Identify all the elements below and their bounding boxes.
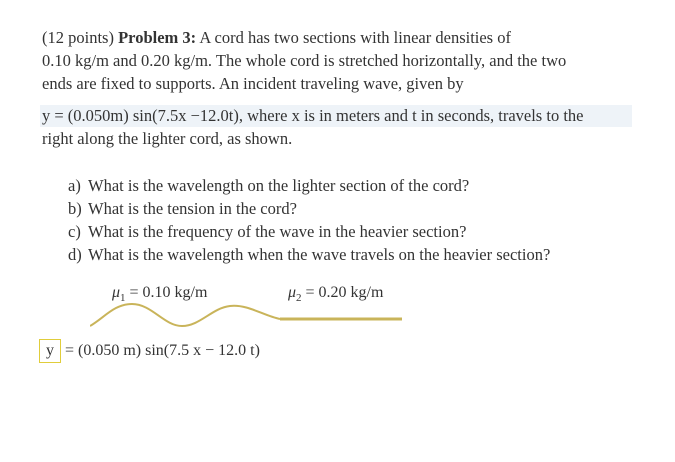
equation-y-box: y xyxy=(39,339,61,363)
question-list xyxy=(68,174,550,266)
equation-rest: = (0.050 m) sin(7.5 x − 12.0 t) xyxy=(65,342,260,359)
question-d xyxy=(68,243,550,266)
problem-line-4: y = (0.050m) sin(7.5x −12.0t), where x is in meters and t in seconds, travels to the xyxy=(40,105,632,127)
question-a xyxy=(68,174,550,197)
problem-line-2: 0.10 kg/m and 0.20 kg/m. The whole cord is stretched horizontally, and the two xyxy=(42,51,567,70)
mu2-symbol: μ xyxy=(288,284,297,301)
question-letter: a) xyxy=(68,176,81,195)
mu1-symbol: μ xyxy=(112,284,121,301)
problem-points: (12 points) xyxy=(42,28,119,47)
question-c xyxy=(68,220,550,243)
problem-line-3: ends are fixed to supports. An incident traveling wave, given by xyxy=(42,74,464,93)
mu1-subscript: 1 xyxy=(120,292,126,305)
light-cord-wave xyxy=(90,304,280,326)
question-text: What is the wavelength when the wave travels on the heavier section? xyxy=(88,245,551,264)
question-text: What is the frequency of the wave in the heavier section? xyxy=(88,222,467,241)
mu1-value: = 0.10 kg/m xyxy=(125,284,208,301)
problem-line-1 xyxy=(42,27,511,49)
cord-figure xyxy=(90,298,410,334)
question-text: What is the tension in the cord? xyxy=(88,199,297,218)
question-letter: b) xyxy=(68,199,82,218)
question-letter: c) xyxy=(68,222,81,241)
figure-equation xyxy=(39,339,260,363)
question-letter: d) xyxy=(68,245,82,264)
mu2-subscript: 2 xyxy=(296,292,302,305)
question-text: What is the wavelength on the lighter section of the cord? xyxy=(88,176,470,195)
problem-line-1-text: A cord has two sections with linear densities of xyxy=(196,28,511,47)
problem-line-5: right along the lighter cord, as shown. xyxy=(42,129,293,148)
problem-label: Problem 3: xyxy=(118,28,197,47)
question-b xyxy=(68,197,550,220)
mu2-value: = 0.20 kg/m xyxy=(301,284,384,301)
